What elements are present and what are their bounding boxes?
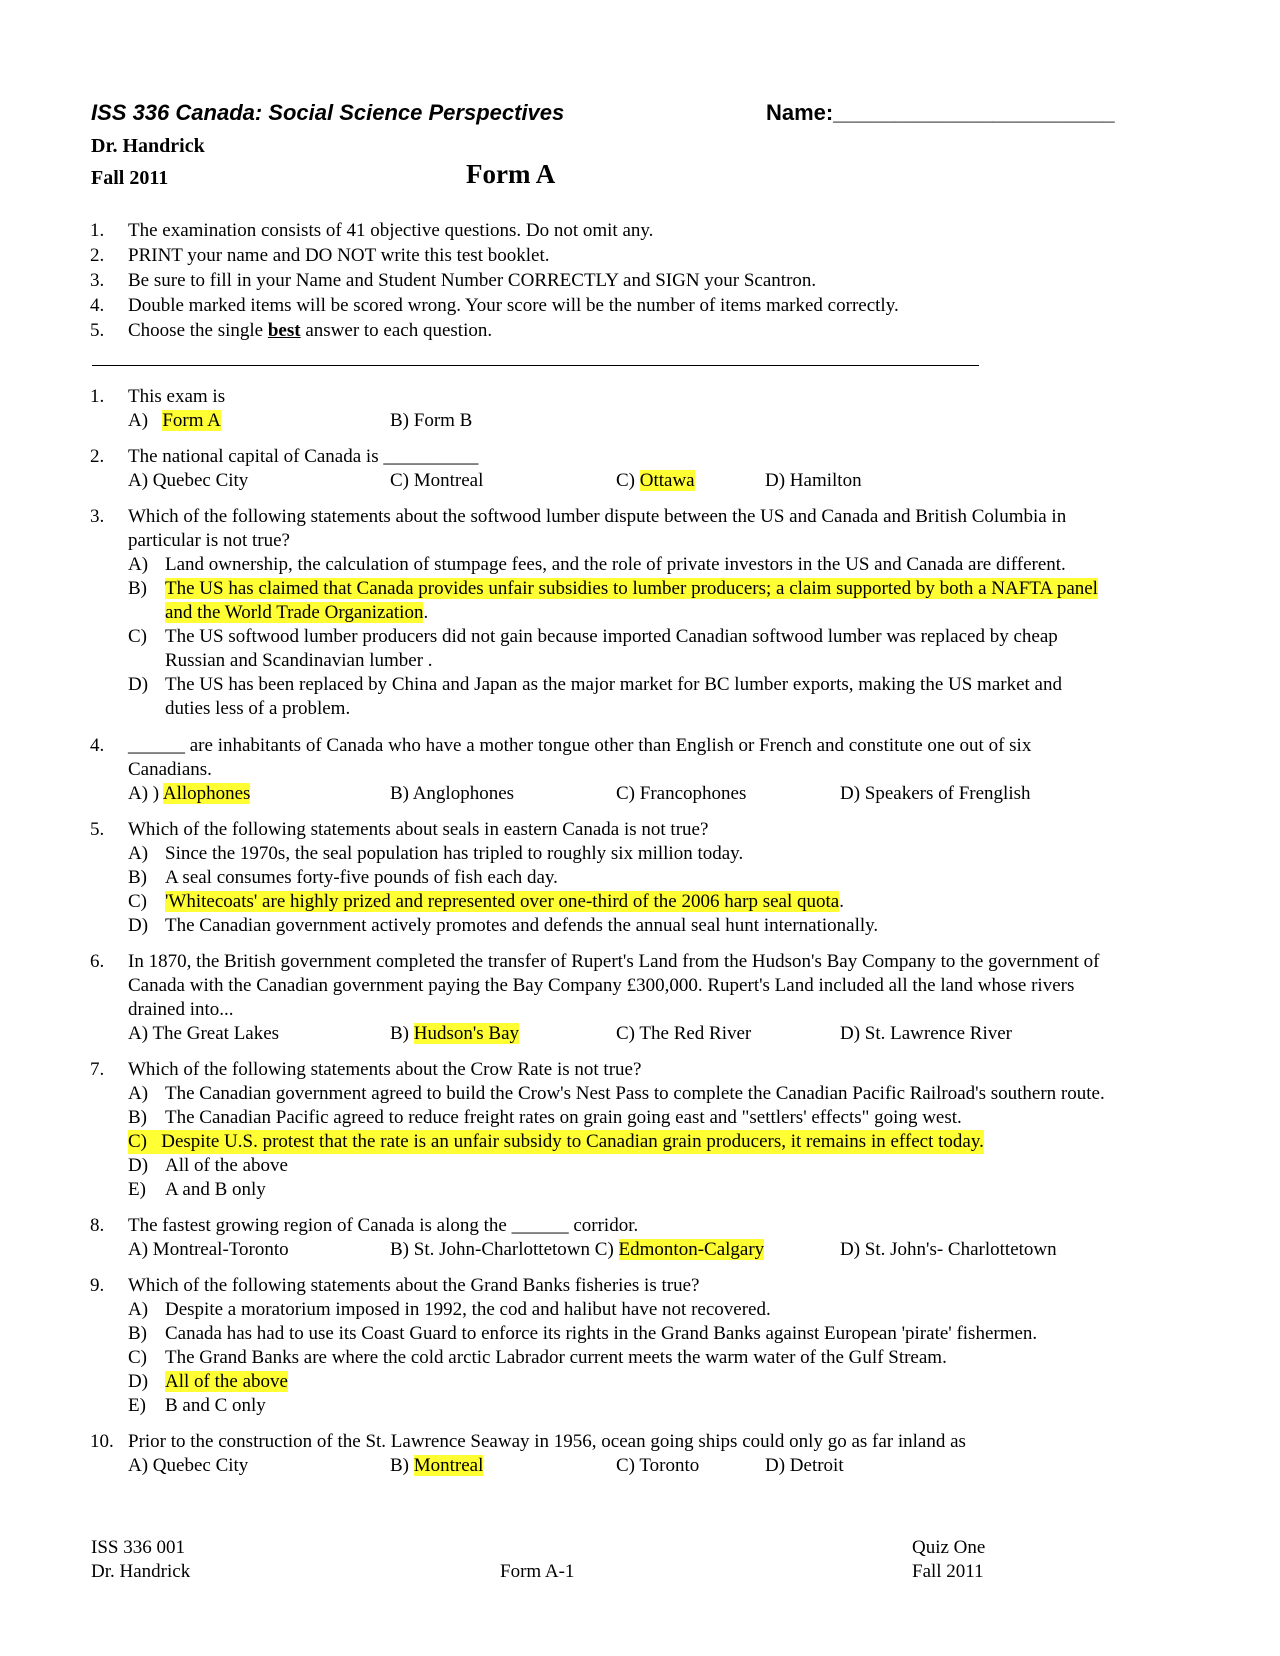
- question-text: This exam is: [128, 386, 226, 407]
- option-b: B) Form B: [390, 410, 473, 431]
- question-text: Which of the following statements about seals in eastern Canada is not true?: [128, 819, 709, 840]
- answer-highlight: Montreal: [413, 1455, 484, 1476]
- option-letter: A): [128, 410, 149, 431]
- answer-highlight: Allophones: [162, 783, 251, 804]
- instruction-pre: Choose the single: [128, 320, 268, 341]
- punctuation: .: [423, 602, 429, 623]
- option-b: [390, 1238, 764, 1262]
- instruction-text: Be sure to fill in your Name and Student Number CORRECTLY and SIGN your Scantron.: [128, 270, 817, 291]
- option-letter: B): [128, 867, 147, 888]
- option-b: B) Anglophones: [390, 783, 515, 804]
- option-letter: C): [128, 1347, 147, 1368]
- option-letter: A): [128, 843, 149, 864]
- option-a: [128, 409, 221, 433]
- question-text: The national capital of Canada is __________: [128, 446, 479, 467]
- question-text: Prior to the construction of the St. Lawrence Seaway in 1956, ocean going ships could only go as far inland as: [128, 1431, 966, 1452]
- question-text: The fastest growing region of Canada is along the ______ corridor.: [128, 1215, 639, 1236]
- term: Fall 2011: [91, 167, 169, 189]
- question-number: 6.: [90, 951, 105, 972]
- option-e: B and C only: [165, 1395, 266, 1416]
- option-a: A) The Great Lakes: [128, 1023, 280, 1044]
- option-letter: C): [128, 891, 147, 912]
- question-number: 7.: [90, 1059, 105, 1080]
- option-d: D) Detroit: [765, 1455, 844, 1476]
- instruction-text: PRINT your name and DO NOT write this test booklet.: [128, 245, 550, 266]
- option-d: [165, 1370, 288, 1394]
- question-text: Canadians.: [128, 759, 212, 780]
- option-d: D) Hamilton: [765, 470, 862, 491]
- option-c: [165, 890, 844, 914]
- option-letter: B) St. John-Charlottetown C): [390, 1239, 614, 1260]
- option-a: A) Quebec City: [128, 470, 249, 491]
- option-letter: D): [128, 1371, 149, 1392]
- option-letter: A): [128, 1299, 149, 1320]
- instructor: Dr. Handrick: [91, 135, 205, 157]
- option-c: The US softwood lumber producers did not gain because imported Canadian softwood lumber was replaced by cheap: [165, 626, 1058, 647]
- option-a: The Canadian government agreed to build the Crow's Nest Pass to complete the Canadian Pacific Railroad's southern route.: [165, 1083, 1105, 1104]
- question-text: particular is not true?: [128, 530, 290, 551]
- answer-highlight: The US has claimed that Canada provides unfair subsidies to lumber producers; a claim supported by both a NAFTA panel: [165, 578, 1098, 599]
- answer-highlight: Edmonton-Calgary: [618, 1239, 765, 1260]
- option-letter: D): [128, 915, 149, 936]
- option-c: The Grand Banks are where the cold arctic Labrador current meets the warm water of the Gulf Stream.: [165, 1347, 947, 1368]
- option-c-label: C) Montreal: [390, 470, 484, 491]
- option-letter: C): [616, 470, 635, 491]
- question-text: drained into...: [128, 999, 234, 1020]
- option-a: A) Montreal-Toronto: [128, 1239, 289, 1260]
- option-letter: D): [128, 674, 149, 695]
- option-letter: B): [128, 1107, 147, 1128]
- answer-highlight: and the World Trade Organization: [165, 602, 424, 623]
- answer-highlight: Hudson's Bay: [413, 1023, 520, 1044]
- option-d: D) St. Lawrence River: [840, 1023, 1012, 1044]
- question-number: 10.: [90, 1431, 114, 1452]
- instruction-emphasis: best: [267, 320, 301, 341]
- option-b: A seal consumes forty-five pounds of fish each day.: [165, 867, 558, 888]
- instruction-number: 4.: [90, 295, 105, 316]
- option-letter: D): [128, 1155, 149, 1176]
- option-letter: E): [128, 1179, 146, 1200]
- option-b: [390, 1454, 483, 1478]
- option-c: [616, 469, 695, 493]
- instruction-text: Double marked items will be scored wrong. Your score will be the number of items marked correctly.: [128, 295, 899, 316]
- punctuation: .: [839, 891, 844, 912]
- footer-instructor: Dr. Handrick: [91, 1561, 191, 1582]
- option-b: [165, 601, 428, 625]
- question-text: Which of the following statements about the Grand Banks fisheries is true?: [128, 1275, 700, 1296]
- instruction-text: The examination consists of 41 objective questions. Do not omit any.: [128, 220, 654, 241]
- option-c: Russian and Scandinavian lumber .: [165, 650, 433, 671]
- option-letter: A): [128, 554, 149, 575]
- option-letter: B): [128, 1323, 147, 1344]
- option-d: D) Speakers of Frenglish: [840, 783, 1031, 804]
- option-d: D) St. John's- Charlottetown: [840, 1239, 1057, 1260]
- instruction-number: 5.: [90, 320, 105, 341]
- option-d: duties less of a problem.: [165, 698, 351, 719]
- question-number: 3.: [90, 506, 105, 527]
- footer-course: ISS 336 001: [91, 1537, 185, 1558]
- instruction-number: 3.: [90, 270, 105, 291]
- form-title: Form A: [466, 159, 556, 189]
- question-number: 4.: [90, 735, 105, 756]
- option-letter: A) ): [128, 783, 160, 804]
- option-letter: B): [128, 578, 147, 599]
- answer-highlight: Ottawa: [639, 470, 695, 491]
- option-d: The US has been replaced by China and Japan as the major market for BC lumber exports, making the US market and: [165, 674, 1062, 695]
- option-c: C) Despite U.S. protest that the rate is an unfair subsidy to Canadian grain producers, it remains in effect today.: [128, 1131, 984, 1152]
- footer-term: Fall 2011: [912, 1561, 984, 1582]
- option-d: All of the above: [165, 1155, 288, 1176]
- instruction-text: [128, 319, 492, 343]
- divider: [92, 365, 979, 366]
- option-a: Land ownership, the calculation of stumpage fees, and the role of private investors in the US and Canada are different.: [165, 554, 1066, 575]
- question-text: Which of the following statements about the Crow Rate is not true?: [128, 1059, 642, 1080]
- question-number: 2.: [90, 446, 105, 467]
- instruction-number: 2.: [90, 245, 105, 266]
- question-text: Which of the following statements about the softwood lumber dispute between the US and Canada and British Columbia in: [128, 506, 1067, 527]
- instruction-post: answer to each question.: [300, 320, 493, 341]
- answer-highlight: 'Whitecoats' are highly prized and represented over one-third of the 2006 harp seal quota: [165, 891, 840, 912]
- option-c: C) Francophones: [616, 783, 747, 804]
- option-e: A and B only: [165, 1179, 266, 1200]
- option-letter: B): [390, 1023, 409, 1044]
- question-number: 9.: [90, 1275, 105, 1296]
- option-d: The Canadian government actively promotes and defends the annual seal hunt internationally.: [165, 915, 879, 936]
- answer-highlight: Form A: [162, 410, 221, 431]
- option-letter: A): [128, 1083, 149, 1104]
- option-b: The Canadian Pacific agreed to reduce freight rates on grain going east and "settlers' effects" going west.: [165, 1107, 962, 1128]
- question-text: In 1870, the British government completed the transfer of Rupert's Land from the Hudson's Bay Company to the government of: [128, 951, 1100, 972]
- option-letter: E): [128, 1395, 146, 1416]
- option-a: Since the 1970s, the seal population has tripled to roughly six million today.: [165, 843, 744, 864]
- name-field: Name:_______________________: [766, 100, 1115, 125]
- option-c: C) Toronto: [616, 1455, 700, 1476]
- footer-page: Form A-1: [500, 1561, 575, 1582]
- question-text: Canada with the Canadian government paying the Bay Company £300,000. Rupert's Land included all the land whose rivers: [128, 975, 1075, 996]
- option-letter: C): [128, 626, 147, 647]
- option-letter: B): [390, 1455, 409, 1476]
- option-a: [128, 782, 250, 806]
- question-number: 5.: [90, 819, 105, 840]
- instruction-number: 1.: [90, 220, 105, 241]
- option-a: Despite a moratorium imposed in 1992, the cod and halibut have not recovered.: [165, 1299, 771, 1320]
- option-b: Canada has had to use its Coast Guard to enforce its rights in the Grand Banks against European 'pirate' fishermen.: [165, 1323, 1038, 1344]
- question-number: 1.: [90, 386, 105, 407]
- question-text: ______ are inhabitants of Canada who have a mother tongue other than English or French and constitute one out of six: [128, 735, 1032, 756]
- course-title: ISS 336 Canada: Social Science Perspectives: [91, 100, 565, 125]
- option-c: C) The Red River: [616, 1023, 752, 1044]
- answer-highlight: All of the above: [165, 1371, 288, 1392]
- footer-quiz: Quiz One: [912, 1537, 986, 1558]
- question-number: 8.: [90, 1215, 105, 1236]
- option-b: [390, 1022, 519, 1046]
- option-a: A) Quebec City: [128, 1455, 249, 1476]
- option-b: [165, 577, 1098, 601]
